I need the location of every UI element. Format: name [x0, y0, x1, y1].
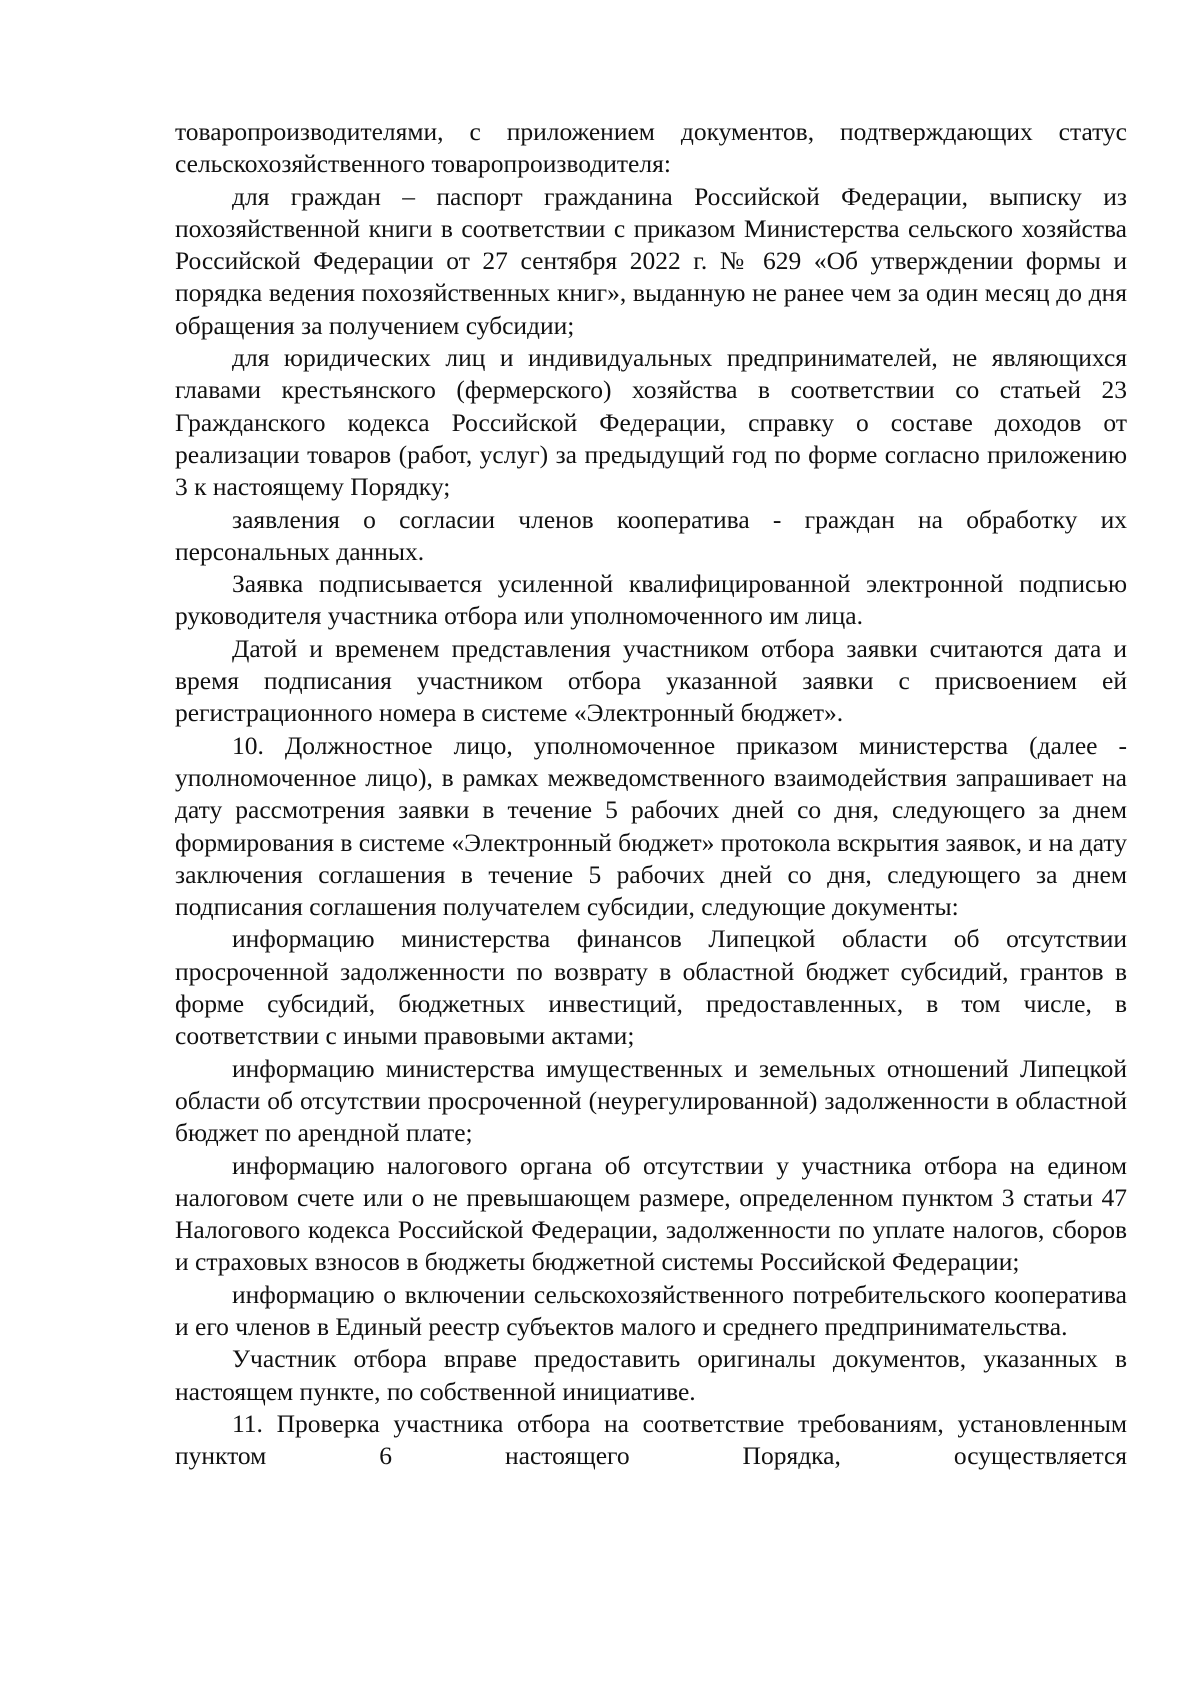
paragraph-tax-info: информацию налогового органа об отсутствии у участника отбора на едином налоговом счете или о не превышающем размере, определенном пунктом 3 статьи 47 Налогового кодекса Российской Федерации, задолженности по уплате налогов, сборов и страховых взносов в бюджеты бюджетной системы Российской Федерации;	[175, 1150, 1127, 1277]
paragraph-consent: заявления о согласии членов кооператива - граждан на обработку их персональных данных.	[175, 504, 1127, 566]
paragraph-clause-10: 10. Должностное лицо, уполномоченное приказом министерства (далее - уполномоченное лицо), в рамках межведомственного взаимодействия запрашивает на дату рассмотрения заявки в течение 5 рабочих дней со дня, следующего за днем формирования в системе «Электронный бюджет» протокола вскрытия заявок, и на дату заключения соглашения в течение 5 рабочих дней со дня, следующего за днем подписания соглашения получателем субсидии, следующие документы:	[175, 730, 1127, 922]
paragraph-originals: Участник отбора вправе предоставить оригиналы документов, указанных в настоящем пункте, по собственной инициативе.	[175, 1344, 1127, 1406]
paragraph-clause-11: 11. Проверка участника отбора на соответствие требованиям, установленным пунктом 6 настоящего Порядка, осуществляется	[175, 1408, 1127, 1471]
paragraph-finance-info: информацию министерства финансов Липецкой области об отсутствии просроченной задолженности по возврату в областной бюджет субсидий, грантов в форме субсидий, бюджетных инвестиций, предоставленных, в том числе, в соответствии с иными правовыми актами;	[175, 924, 1127, 1051]
document-page	[175, 116, 1127, 1472]
paragraph-citizens: для граждан – паспорт гражданина Российской Федерации, выписку из похозяйственной книги в соответствии с приказом Министерства сельского хозяйства Российской Федерации от 27 сентября 2022 г. № 629 «Об утверждении формы и порядка ведения похозяйственных книг», выданную не ранее чем за один месяц до дня обращения за получением субсидии;	[175, 181, 1127, 340]
paragraph-registry-info: информацию о включении сельскохозяйственного потребительского кооператива и его членов в Единый реестр субъектов малого и среднего предпринимательства.	[175, 1279, 1127, 1341]
paragraph-continuation: товаропроизводителями, с приложением документов, подтверждающих статус сельскохозяйственного товаропроизводителя:	[175, 117, 1127, 179]
paragraph-date-time: Датой и временем представления участником отбора заявки считаются дата и время подписания участником отбора указанной заявки с присвоением ей регистрационного номера в системе «Электронный бюджет».	[175, 633, 1127, 728]
paragraph-property-info: информацию министерства имущественных и земельных отношений Липецкой области об отсутствии просроченной (неурегулированной) задолженности в областной бюджет по арендной плате;	[175, 1053, 1127, 1148]
paragraph-signature: Заявка подписывается усиленной квалифицированной электронной подписью руководителя участника отбора или уполномоченного им лица.	[175, 569, 1127, 631]
paragraph-legal-entities: для юридических лиц и индивидуальных предпринимателей, не являющихся главами крестьянского (фермерского) хозяйства в соответствии со статьей 23 Гражданского кодекса Российской Федерации, справку о составе доходов от реализации товаров (работ, услуг) за предыдущий год по форме согласно приложению 3 к настоящему Порядку;	[175, 343, 1127, 502]
